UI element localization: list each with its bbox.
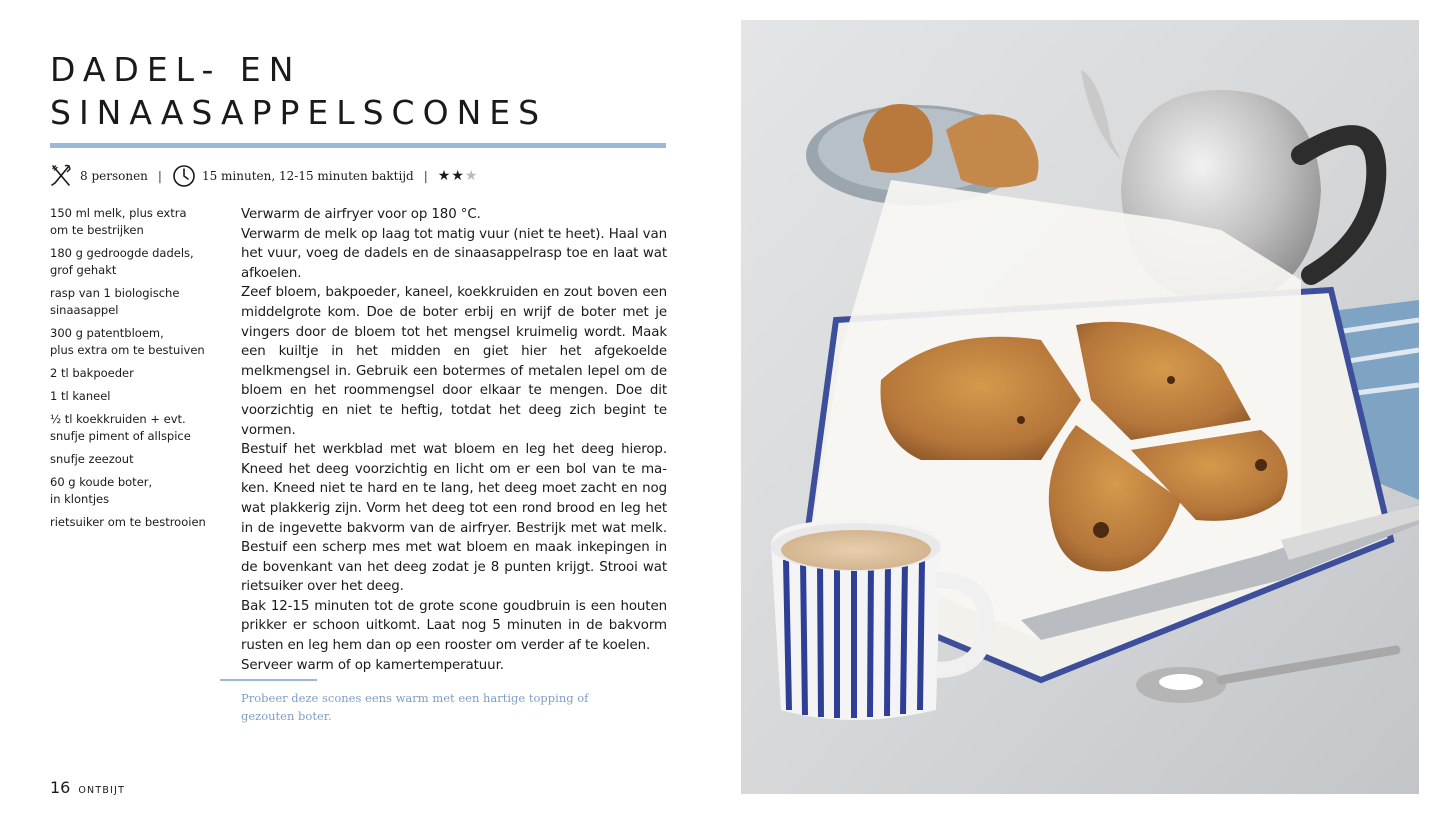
method-step: Bak 12-15 minuten tot de grote scone goudbruin is een houten prikker er schoon uitkomt. Laat nog 5 minuten in de bakvorm rusten en leg hem dan op een rooster om verder af te koelen. (241, 598, 667, 654)
meta-separator: | (423, 169, 428, 183)
page-number: 16 (50, 778, 71, 797)
ingredient-item: snufje zeezout (50, 452, 134, 466)
recipe-title (50, 48, 670, 134)
ingredient-item: 150 ml melk, plus extra om te bestrijken (50, 206, 187, 237)
method-step: Serveer warm of op kamertemperatuur. (241, 657, 504, 673)
ingredient-item: 1 tl kaneel (50, 389, 111, 403)
tip-text: Probeer deze scones eens warm met een hartige topping of gezouten boter. (241, 691, 589, 723)
section-name: ONTBIJT (78, 785, 126, 796)
time-text: 15 minuten, 12-15 minuten baktijd (201, 169, 414, 183)
ingredient-list (50, 205, 220, 537)
ingredient-item: 60 g koude boter, in klontjes (50, 475, 153, 506)
difficulty-rating (438, 169, 478, 183)
method-text (241, 205, 667, 675)
ingredient-item: rasp van 1 biologische sinaasappel (50, 286, 180, 317)
recipe-meta (50, 163, 477, 189)
title-underline (50, 143, 666, 148)
clock-icon (172, 163, 196, 189)
title-line-1: DADEL- EN (50, 50, 302, 89)
ingredient-item: 2 tl bakpoeder (50, 366, 134, 380)
meta-separator: | (157, 169, 162, 183)
recipe-photo (741, 20, 1419, 794)
page-footer (50, 778, 125, 797)
ingredient-item: ½ tl koekkruiden + evt. snufje piment of allspice (50, 412, 191, 443)
method-step: Zeef bloem, bakpoeder, kaneel, koekkruiden en zout boven een middelgrote kom. Doe de boter erbij en wrijf de boter met je vingers door de bloem tot het mengsel kruimelig wordt. Maak een kuiltje in het midden en giet hier het afgekoelde melkmengsel in. Gebruik een botermes of metalen lepel om de bloem en het roommengsel door elkaar te mengen. Doe dit voorzichtig en niet te heftig, totdat het deeg zich begint te vormen. (241, 285, 667, 438)
method-step: Verwarm de airfryer voor op 180 °C. (241, 207, 481, 222)
ingredient-item: rietsuiker om te bestrooien (50, 515, 206, 529)
tip-divider (220, 679, 317, 681)
cutlery-icon (50, 163, 74, 189)
title-line-2: SINAASAPPELSCONES (50, 93, 548, 132)
star-icon: ★ (437, 168, 451, 184)
star-icon: ★ (451, 168, 464, 184)
ingredient-item: 180 g gedroogde dadels, grof gehakt (50, 246, 194, 277)
servings-text: 8 personen (80, 169, 148, 183)
ingredient-item: 300 g patentbloem, plus extra om te bestuiven (50, 326, 205, 357)
star-icon: ★ (464, 168, 478, 184)
method-step: Bestuif het werkblad met wat bloem en leg het deeg hierop. Kneed het deeg voorzichtig en licht om er een bol van te maken. Kneed niet te hard en te lang, het deeg moet zacht en nog wat plakkerig zijn. Vorm het deeg tot een rond brood en leg het in de ingevette bakvorm van de airfryer. Bestrijk met wat melk. Bestuif een scherp mes met wat bloem en maak inkepingen in de bovenkant van het deeg zodat je 8 punten krijgt. Strooi wat rietsuiker over het deeg. (241, 442, 667, 595)
method-step: Verwarm de melk op laag tot matig vuur (niet te heet). Haal van het vuur, voeg de dadels en de sinaasappelrasp toe en laat wat afkoelen. (241, 226, 667, 281)
